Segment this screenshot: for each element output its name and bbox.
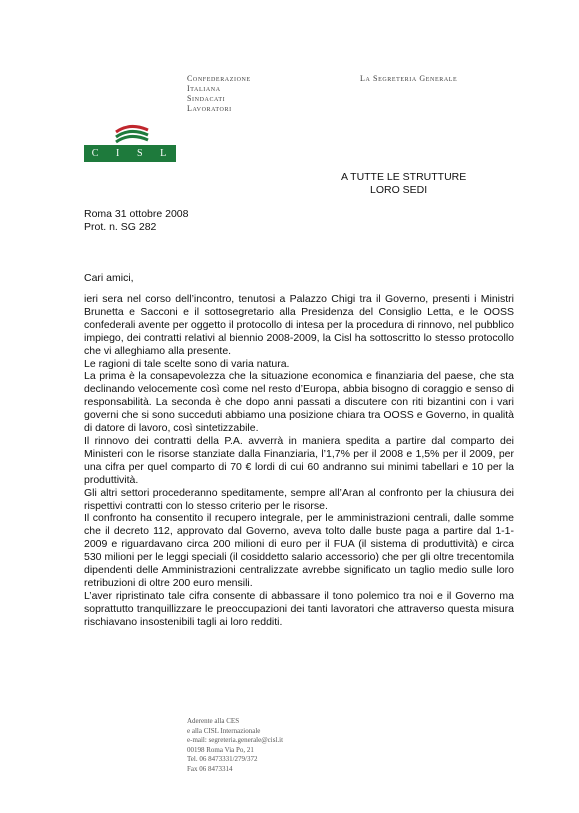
logo-letter: C (91, 148, 101, 159)
recipient-line: A TUTTE LE STRUTTURE (341, 171, 467, 183)
footer-address: 00198 Roma Via Po, 21 (187, 745, 254, 754)
body-paragraph: La prima è la consapevolezza che la situazione economica e finanziaria del paese, che sta declinando velocemente così come nel resto d’Europa, abbia bisogno di coraggio e senso di responsabilità. La seconda è che dopo anni passati a discutere con riti bizantini con i vari governi che si sono succeduti abbiamo una posizione chiara tra OOSS e Governo, in qualità di datore di lavoro, così sintetizzabile. (84, 370, 514, 435)
cisl-wing-icon (114, 124, 150, 146)
footer-phone: Tel. 06 8473331/279/372 (187, 755, 258, 763)
organization-name (187, 74, 251, 114)
body-paragraph: Il confronto ha consentito il recupero integrale, per le amministrazioni centrali, dalle somme che il decreto 112, approvato dal Governo, aveva tolto dalle buste paga a partire dal 1-1-2009 e riguardavano circa 200 milioni di euro per il FUA (il sistema di produttività) e circa 530 milioni per le leggi speciali (il cosiddetto salario accessorio) che per gli oltre trecentomila dipendenti delle Amministrazioni centralizzate avrebbe significato un taglio medio sulle loro retribuzioni di oltre 200 euro mensili. (84, 512, 514, 589)
body-paragraph: L’aver ripristinato tale cifra consente di abbassare il tono polemico tra noi e il Governo ma soprattutto tranquillizzare le preoccupazioni dei tanti lavoratori che attraverso questa misura rischiavano insostenibili tagli ai loro redditi. (84, 589, 514, 628)
org-line: Lavoratori (187, 104, 232, 113)
body-paragraph: Gli altri settori procederanno speditamente, sempre all’Aran al confronto per la chiusura dei rispettivi contratti con lo stesso criterio per le risorse. (84, 486, 514, 512)
letter-body (84, 293, 514, 629)
footer-contact (187, 717, 283, 774)
body-paragraph: Il rinnovo dei contratti della P.A. avverrà in maniera spedita a partire dal comparto dei Ministeri con le risorse stanziate dalla Finanziaria, l’1,7% per il 2008 e 1,5% per il 2009, per una cifra per quel comparto di 70 € lordi di cui 60 andranno sui minimi tabellari e 10 per la produttività. (84, 434, 514, 486)
logo-letter: I (116, 148, 122, 159)
logo-letter: S (136, 148, 145, 159)
footer-email: e-mail: segreteria.generale@cisl.it (187, 736, 284, 744)
logo-bar (84, 145, 176, 162)
body-paragraph: ieri sera nel corso dell’incontro, tenutosi a Palazzo Chigi tra il Governo, presenti i Ministri Brunetta e Sacconi e il sottosegretario alla Presidenza del Consiglio Letta, e le OOSS confederali avente per oggetto il protocollo di intesa per la procedura di rinnovo, nel pubblico impiego, dei contratti relativi al biennio 2008-2009, la Cisl ha sottoscritto lo stesso protocollo che vi alleghiamo alla presente. (84, 293, 514, 357)
footer-line: Aderente alla CES (187, 717, 240, 725)
date-line: Roma 31 ottobre 2008 (84, 208, 189, 220)
greeting: Cari amici, (84, 272, 134, 284)
footer-line: e alla CISL Internazionale (187, 726, 261, 735)
org-line: Italiana (187, 84, 221, 93)
footer-fax: Fax 06 8473314 (187, 764, 233, 773)
body-paragraph: Le ragioni di tale scelte sono di varia natura. (84, 357, 290, 370)
recipient-line: LORO SEDI (370, 184, 428, 196)
recipients-block (341, 171, 466, 197)
date-block (84, 208, 189, 234)
org-line: Confederazione (187, 74, 251, 83)
logo-letter: L (160, 148, 169, 159)
protocol-number: Prot. n. SG 282 (84, 221, 157, 233)
secretariat-label: La Segreteria Generale (360, 74, 458, 83)
org-line: Sindacati (187, 94, 226, 103)
cisl-logo (84, 124, 176, 166)
